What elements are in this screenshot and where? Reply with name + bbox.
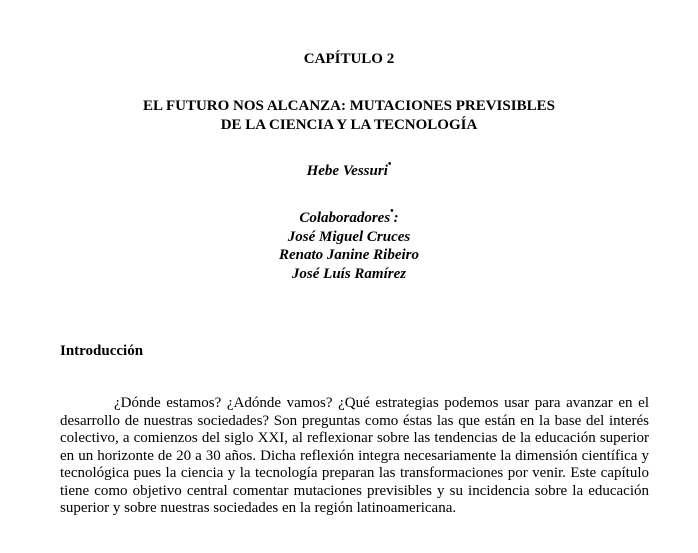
- collaborators-colon: :: [393, 210, 399, 226]
- collaborators-heading: Colaboradores: [299, 210, 391, 226]
- collaborators-heading-line: [0, 206, 698, 228]
- chapter-label: CAPÍTULO 2: [303, 51, 395, 67]
- chapter-title: [0, 97, 698, 135]
- collaborator-name: José Luís Ramírez: [291, 265, 407, 282]
- author: [0, 159, 698, 180]
- collaborator-name: José Miguel Cruces: [287, 228, 411, 245]
- body-paragraph: ¿Dónde estamos? ¿Adónde vamos? ¿Qué estrategias podemos usar para avanzar en el desarrollo de nuestras sociedades? Son preguntas como éstas las que están en la base del interés colectivo, a comienzos del siglo XXI, al reflexionar sobre las tendencias de la educación superior en un horizonte de 20 a 30 años. Dicha reflexión integra necesariamente la dimensión científica y tecnológica pues la ciencia y la tecnología preparan las transformaciones por venir. Este capítulo tiene como objetivo central comentar mutaciones previsibles y su incidencia sobre la educación superior y sobre nuestras sociedades en la región latinoamericana.: [60, 395, 649, 516]
- author-footnote-mark: •: [387, 159, 392, 170]
- collaborator-name: Renato Janine Ribeiro: [278, 247, 420, 263]
- author-name: Hebe Vessuri: [306, 163, 388, 179]
- section-heading: Introducción: [60, 343, 144, 359]
- chapter-title-line-1: EL FUTURO NOS ALCANZA: MUTACIONES PREVISIBLES: [143, 98, 555, 114]
- collaborators-footnote-mark: •: [390, 206, 394, 217]
- collaborators-block: [0, 206, 698, 283]
- chapter-title-line-2: DE LA CIENCIA Y LA TECNOLOGÍA: [220, 117, 478, 133]
